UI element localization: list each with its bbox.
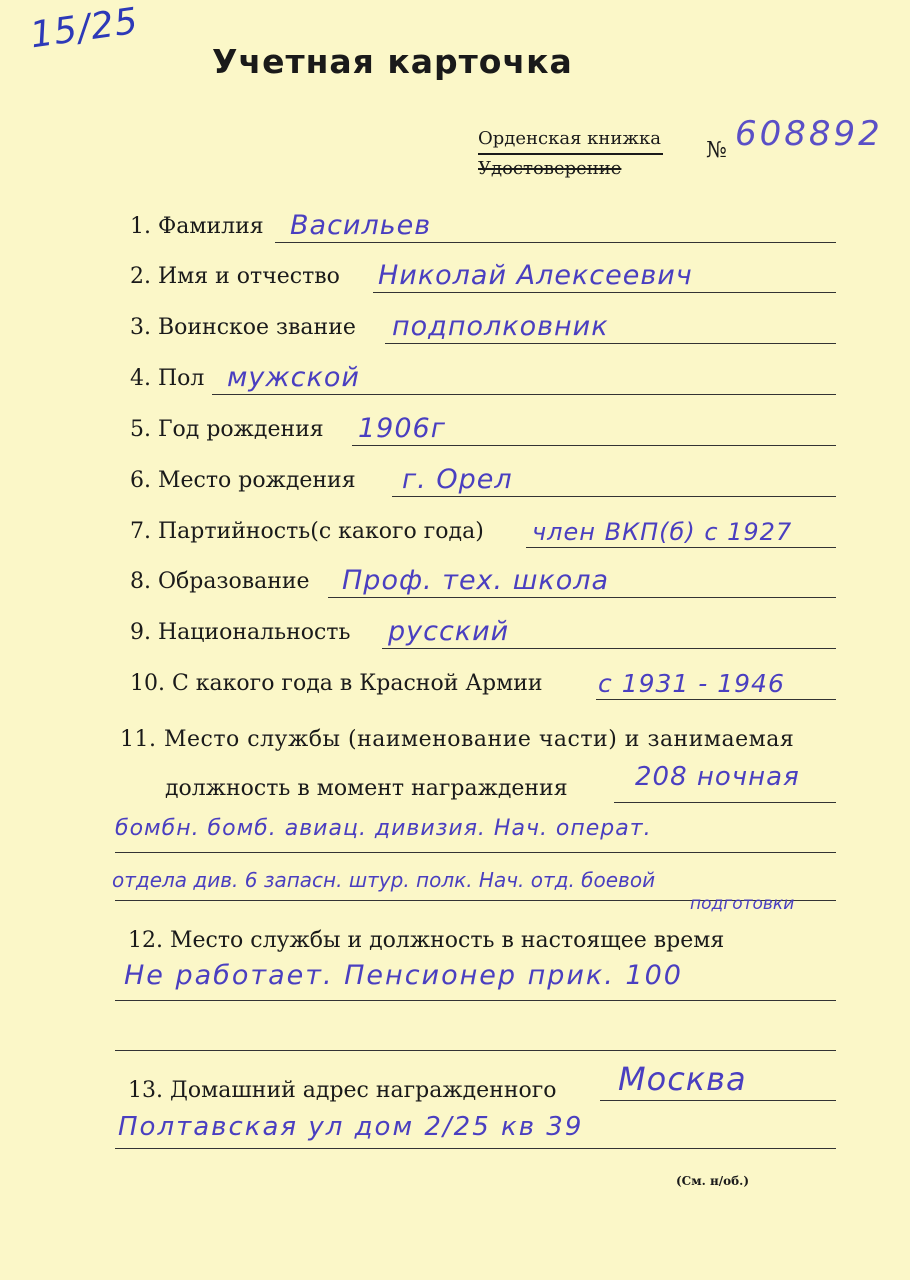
document-type bbox=[478, 125, 663, 183]
field-label: 7. Партийность(с какого года) bbox=[130, 519, 484, 544]
doc-type-primary: Орденская книжка bbox=[478, 125, 663, 155]
number-label: № bbox=[706, 138, 727, 163]
field-13-value-line2: Полтавская ул дом 2/25 кв 39 bbox=[118, 1112, 584, 1142]
field-12-underline-2 bbox=[115, 1050, 836, 1051]
field-11-label-line2: должность в момент награждения bbox=[165, 776, 568, 801]
field-value: мужской bbox=[227, 362, 360, 393]
field-row-education bbox=[130, 558, 836, 598]
field-row-surname bbox=[130, 203, 836, 243]
field-11-value-line3: отдела див. 6 запасн. штур. полк. Нач. отд. боевой bbox=[112, 868, 656, 892]
field-value: Николай Алексеевич bbox=[378, 260, 693, 291]
field-label: 8. Образование bbox=[130, 569, 310, 594]
field-11-label-line1: 11. Место службы (наименование части) и занимаемая bbox=[120, 727, 795, 752]
field-label: 5. Год рождения bbox=[130, 417, 324, 442]
field-row-name bbox=[130, 253, 836, 293]
field-value: с 1931 - 1946 bbox=[598, 669, 785, 698]
field-underline bbox=[385, 343, 836, 344]
field-label: 4. Пол bbox=[130, 366, 205, 391]
field-row-army-since bbox=[130, 660, 836, 700]
field-value: подполковник bbox=[392, 311, 609, 342]
field-label: 9. Национальность bbox=[130, 620, 351, 645]
field-underline bbox=[352, 445, 836, 446]
card-title: Учетная карточка bbox=[212, 42, 573, 81]
field-underline bbox=[373, 292, 836, 293]
field-underline bbox=[526, 547, 836, 548]
field-value: Васильев bbox=[290, 210, 432, 241]
field-label: 6. Место рождения bbox=[130, 468, 356, 493]
field-11-underline-1 bbox=[614, 802, 836, 803]
field-11-underline-2 bbox=[115, 852, 836, 853]
field-13-value-line1: Москва bbox=[618, 1060, 747, 1098]
field-row-birthplace bbox=[130, 457, 836, 497]
field-label: 2. Имя и отчество bbox=[130, 264, 340, 289]
field-label: 3. Воинское звание bbox=[130, 315, 356, 340]
field-underline bbox=[212, 394, 836, 395]
archive-number: 15/25 bbox=[27, 0, 142, 57]
field-row-party bbox=[130, 508, 836, 548]
field-12-value-line1: Не работает. Пенсионер прик. 100 bbox=[124, 960, 683, 991]
field-value: Проф. тех. школа bbox=[342, 565, 610, 596]
field-underline bbox=[328, 597, 836, 598]
field-value: русский bbox=[388, 616, 510, 647]
field-value: г. Орел bbox=[402, 464, 513, 495]
field-underline bbox=[382, 648, 836, 649]
field-label: 1. Фамилия bbox=[130, 214, 264, 239]
field-row-birth-year bbox=[130, 406, 836, 446]
field-11-value-line2: бомбн. бомб. авиац. дивизия. Нач. операт. bbox=[115, 816, 652, 841]
field-label: 10. С какого года в Красной Армии bbox=[130, 671, 543, 696]
field-row-sex bbox=[130, 355, 836, 395]
number-value: 608892 bbox=[735, 114, 883, 154]
field-value: 1906г bbox=[358, 413, 446, 444]
field-12-underline-1 bbox=[115, 1000, 836, 1001]
field-underline bbox=[392, 496, 836, 497]
doc-type-struck: Удостоверение bbox=[478, 158, 622, 179]
field-underline bbox=[596, 699, 836, 700]
field-13-underline-1 bbox=[600, 1100, 836, 1101]
field-13-label: 13. Домашний адрес награжденного bbox=[128, 1078, 557, 1103]
field-row-rank bbox=[130, 304, 836, 344]
field-12-label: 12. Место службы и должность в настоящее время bbox=[128, 928, 725, 953]
see-next-note: (См. н/об.) bbox=[676, 1174, 750, 1188]
field-13-underline-2 bbox=[115, 1148, 836, 1149]
field-value: член ВКП(б) с 1927 bbox=[532, 518, 793, 546]
field-11-value-line1: 208 ночная bbox=[635, 762, 800, 792]
field-row-nationality bbox=[130, 609, 836, 649]
field-underline bbox=[275, 242, 836, 243]
field-11-value-line3b: подготовки bbox=[690, 894, 795, 914]
